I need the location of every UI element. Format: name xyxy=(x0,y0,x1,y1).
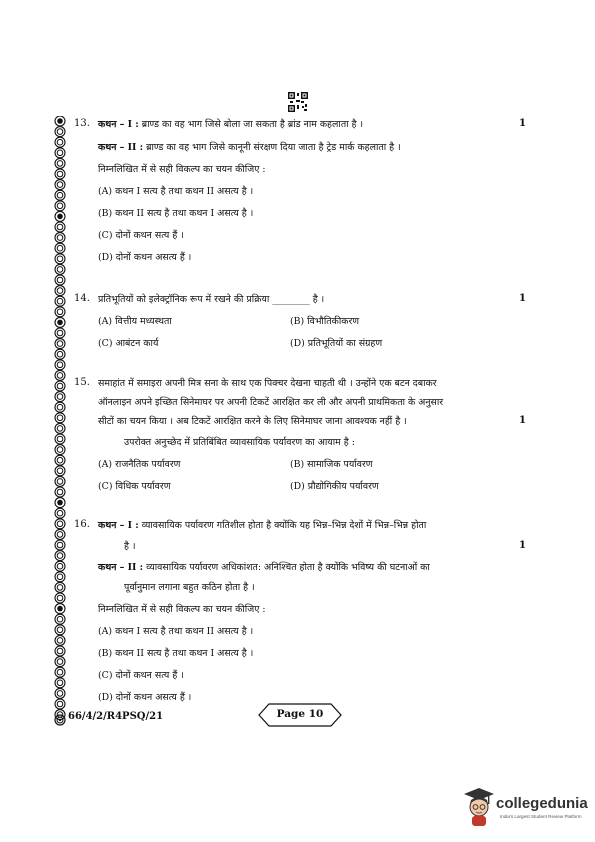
ring xyxy=(55,593,65,603)
ring xyxy=(55,519,65,529)
ring xyxy=(55,169,65,179)
ring xyxy=(55,317,65,327)
ring xyxy=(55,688,65,698)
ring xyxy=(55,275,65,285)
q15-line-4: उपरोक्त अनुच्छेद में प्रतिबिंबित व्यावसायिक पर्यावरण का आयाम है : xyxy=(124,437,355,448)
ring xyxy=(55,264,65,274)
ring xyxy=(55,614,65,624)
q15-option-c: (C) विधिक पर्यावरण xyxy=(98,481,171,492)
ring xyxy=(55,286,65,296)
ring xyxy=(55,296,65,306)
ring xyxy=(55,402,65,412)
q13-option-c: (C) दोनों कथन सत्य हैं । xyxy=(98,230,184,241)
ring xyxy=(55,211,65,221)
statement-text: ब्राण्ड का वह भाग जिसे बोला जा सकता है ब्रांड नाम कहलाता है । xyxy=(141,119,364,130)
ring xyxy=(55,582,65,592)
q14-option-d: (D) प्रतिभूतियों का संग्रहण xyxy=(290,338,383,349)
q14-option-c: (C) आबंटन कार्य xyxy=(98,338,159,349)
statement-text: ब्राण्ड का वह भाग जिसे कानूनी संरक्षण दिया जाता है ट्रेड मार्क कहलाता है । xyxy=(146,142,401,153)
ring xyxy=(55,498,65,508)
ring xyxy=(55,180,65,190)
ring xyxy=(55,657,65,667)
question-number: 16. xyxy=(74,519,90,530)
q16-statement-2-cont: पूर्वानुमान लगाना बहुत कठिन होता है । xyxy=(124,582,255,593)
ring xyxy=(55,455,65,465)
q14-option-b: (B) विभौतिकीकरण xyxy=(290,316,360,327)
brand-tagline: India's Largest Student Review Platform xyxy=(500,814,582,819)
statement-label: कथन – I : xyxy=(98,119,139,130)
q15-line-3: सीटों का चयन किया । अब टिकटें आरक्षित करने के लिए सिनेमाघर जाना आवश्यक नहीं है । xyxy=(98,416,407,427)
q15-line-2: ऑनलाइन अपने इच्छित सिनेमाघर पर अपनी टिकटें आरक्षित कर ली और अपनी प्राथमिकता के अनुसार xyxy=(98,397,444,408)
ring xyxy=(55,561,65,571)
marks: 1 xyxy=(519,293,526,304)
ring xyxy=(55,381,65,391)
ring xyxy=(55,667,65,677)
q15-line-1: समाहांत में समाइरा अपनी मित्र सना के साथ एक पिक्चर देखना चाहती थी । उन्होंने एक बटन दबाकर xyxy=(98,378,437,389)
paper-code: 66/4/2/R4PSQ/21 xyxy=(68,711,164,722)
q14-option-a: (A) वित्तीय मध्यस्थता xyxy=(98,316,172,327)
ring xyxy=(55,423,65,433)
q16-statement-1 xyxy=(98,519,426,532)
question-number: 15. xyxy=(74,377,90,388)
ring xyxy=(55,243,65,253)
q13-statement-1 xyxy=(98,118,363,131)
q14-text: प्रतिभूतियों को इलेक्ट्रॉनिक रूप में रखने की प्रक्रिया ________ है । xyxy=(98,294,325,305)
q15-option-a: (A) राजनैतिक पर्यावरण xyxy=(98,459,181,470)
ring xyxy=(55,678,65,688)
ring xyxy=(55,646,65,656)
brand-logo xyxy=(463,786,495,826)
q13-option-a: (A) कथन I सत्य है तथा कथन II असत्य है । xyxy=(98,186,254,197)
ring xyxy=(55,413,65,423)
statement-text: व्यावसायिक पर्यावरण गतिशील होता है क्योंकि यह भिन्न–भिन्न देशों में भिन्न–भिन्न होता xyxy=(141,520,427,531)
q16-statement-2 xyxy=(98,561,430,574)
q16-statement-1-cont: है । xyxy=(124,541,136,552)
ring xyxy=(55,487,65,497)
q16-instruction: निम्नलिखित में से सही विकल्प का चयन कीजिए : xyxy=(98,604,266,615)
ring xyxy=(55,434,65,444)
statement-label: कथन – I : xyxy=(98,520,139,531)
brand-name: collegedunia xyxy=(496,795,588,812)
footer-ring-icon xyxy=(54,711,66,730)
q13-instruction: निम्नलिखित में से सही विकल्प का चयन कीजिए : xyxy=(98,164,266,175)
ring xyxy=(55,190,65,200)
qr-code xyxy=(288,92,308,112)
q13-option-b: (B) कथन II सत्य है तथा कथन I असत्य है । xyxy=(98,208,254,219)
ring xyxy=(55,572,65,582)
ring xyxy=(55,116,65,126)
ring xyxy=(55,222,65,232)
q16-option-b: (B) कथन II सत्य है तथा कथन I असत्य है । xyxy=(98,648,254,659)
statement-label: कथन – II : xyxy=(98,142,144,153)
ring xyxy=(55,158,65,168)
marks: 1 xyxy=(519,540,526,551)
marks: 1 xyxy=(519,118,526,129)
ring xyxy=(55,508,65,518)
ring xyxy=(55,254,65,264)
q13-option-d: (D) दोनों कथन असत्य हैं । xyxy=(98,252,192,263)
q15-option-d: (D) प्रौद्योगिकीय पर्यावरण xyxy=(290,481,379,492)
ring xyxy=(55,551,65,561)
ring xyxy=(55,360,65,370)
marks: 1 xyxy=(519,415,526,426)
ring xyxy=(55,604,65,614)
page-badge xyxy=(258,703,342,727)
ring xyxy=(55,476,65,486)
ring xyxy=(55,445,65,455)
q16-option-d: (D) दोनों कथन असत्य हैं । xyxy=(98,692,192,703)
q16-option-c: (C) दोनों कथन सत्य हैं । xyxy=(98,670,184,681)
ring xyxy=(55,370,65,380)
question-number: 13. xyxy=(74,118,90,129)
ring xyxy=(55,339,65,349)
q16-option-a: (A) कथन I सत्य है तथा कथन II असत्य है । xyxy=(98,626,254,637)
ring xyxy=(55,233,65,243)
ring xyxy=(55,699,65,709)
ring xyxy=(55,529,65,539)
ring xyxy=(55,127,65,137)
ring xyxy=(55,625,65,635)
question-number: 14. xyxy=(74,293,90,304)
statement-label: कथन – II : xyxy=(98,562,144,573)
ring xyxy=(55,328,65,338)
q13-statement-2 xyxy=(98,141,401,154)
ring xyxy=(55,349,65,359)
ring xyxy=(55,137,65,147)
ring xyxy=(55,201,65,211)
ring xyxy=(55,466,65,476)
ring xyxy=(55,148,65,158)
ring xyxy=(55,392,65,402)
ring xyxy=(55,540,65,550)
q15-option-b: (B) सामाजिक पर्यावरण xyxy=(290,459,373,470)
ring xyxy=(55,307,65,317)
ring xyxy=(55,635,65,645)
margin-rings xyxy=(53,116,67,726)
page-number: Page 10 xyxy=(276,708,324,720)
statement-text: व्यावसायिक पर्यावरण अधिकांशत: अनिश्चित होता है क्योंकि भविष्य की घटनाओं का xyxy=(146,562,430,573)
